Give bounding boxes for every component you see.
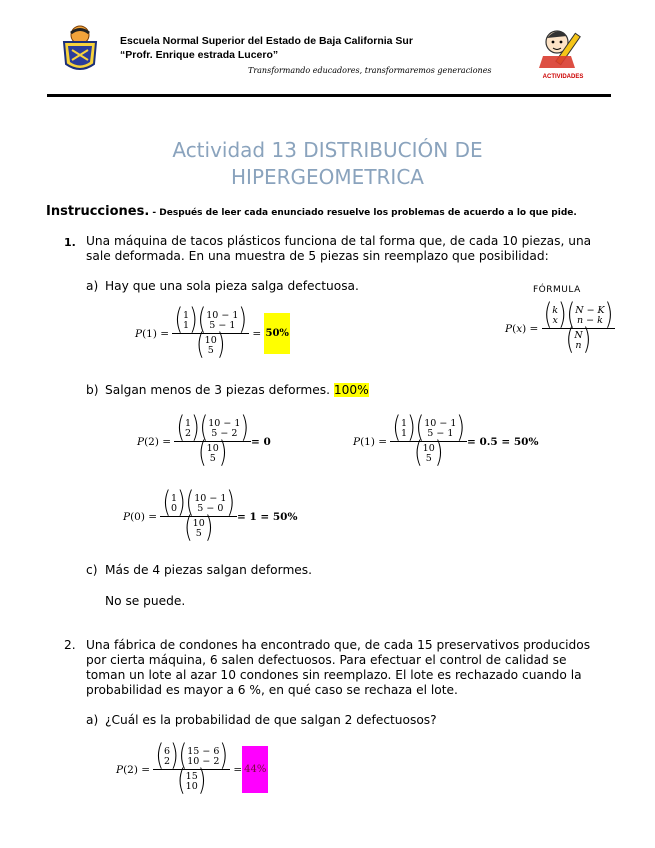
problem2-line1: Una fábrica de condones ha encontrado que, de cada 15 preservativos producidos <box>86 638 591 652</box>
problem2-line3: toman un lote al azar 10 condones sin reemplazo. El lote es rechazado cuando la <box>86 668 582 682</box>
problem1-b-eq1-result: = 0 <box>251 435 271 448</box>
problem1-c-answer: No se puede. <box>105 594 186 608</box>
problem1-b-text: Salgan menos de 3 piezas deformes. <box>105 383 330 397</box>
problem1-b-equation-p1: P (1) = ( 1 1 ) ( 10 − 1 5 − 1 ) ( 10 5 ) = 0.5 = 50% <box>353 411 539 471</box>
problem1-b-label: b) <box>86 383 99 397</box>
problem1-b-eq3-result: = 1 = 50% <box>237 510 298 523</box>
problem1-text-line2: sale deformada. En una muestra de 5 piezas sin reemplazo que posibilidad: <box>86 249 549 263</box>
problem1-b-equation-p0: P (0) = ( 1 0 ) ( 10 − 1 5 − 0 ) ( 10 5 ) = 1 = 50% <box>123 486 298 546</box>
problem1-b-line <box>105 383 369 398</box>
instructions-label: Instrucciones. <box>46 204 150 219</box>
problem2-a-equation: P (2) = ( 6 2 ) ( 15 − 6 10 − 2 ) ( 15 10 ) = 44% <box>116 739 267 799</box>
school-logo <box>58 24 102 74</box>
header-divider <box>47 94 611 97</box>
problem2-a-text: ¿Cuál es la probabilidad de que salgan 2 defectuosos? <box>105 713 437 727</box>
problem1-a-text: Hay que una sola pieza salga defectuosa. <box>105 279 359 293</box>
activities-logo-text: ACTIVIDADES <box>542 74 584 80</box>
instructions <box>46 200 577 219</box>
activity-title-line1: Actividad 13 DISTRIBUCIÓN DE <box>172 138 483 162</box>
school-name-line1: Escuela Normal Superior del Estado de Baja California Sur <box>120 35 413 47</box>
problem1-a-result: 50% <box>264 313 289 354</box>
problem1-text-line1: Una máquina de tacos plásticos funciona de tal forma que, de cada 10 piezas, una <box>86 234 592 248</box>
instructions-text: - Después de leer cada enunciado resuelve los problemas de acuerdo a lo que pide. <box>149 208 577 218</box>
problem2-a-label: a) <box>86 713 99 727</box>
problem2-line4: probabilidad es mayor a 6 %, en qué caso se rechaza el lote. <box>86 683 458 697</box>
problem1-a-equation: P (1) = ( 1 1 ) ( 10 − 1 5 − 1 ) ( 10 5 ) = 50% <box>135 303 289 363</box>
problem1-b-eq2-result: = 0.5 = 50% <box>467 435 539 448</box>
problem2-number: 2. <box>64 638 76 652</box>
problem1-c-text: Más de 4 piezas salgan deformes. <box>105 563 313 577</box>
activity-title-line2: HIPERGEOMETRICA <box>231 165 424 189</box>
formula-label: FÓRMULA <box>533 285 581 295</box>
problem1-a-label: a) <box>86 279 99 293</box>
formula-general: P ( x ) = ( k x ) ( N − K n − k ) ( N n ) <box>505 298 614 358</box>
school-name-line2: “Profr. Enrique estrada Lucero” <box>120 49 279 61</box>
activities-logo <box>535 26 591 80</box>
problem1-b-highlight: 100% <box>333 383 369 397</box>
problem2-line2: por cierta máquina, 6 salen defectuosos. Para efectuar el control de calidad se <box>86 653 567 667</box>
school-motto: Transformando educadores, transformaremos generaciones <box>248 66 492 75</box>
problem1-number: 1. <box>64 236 76 249</box>
problem1-b-equation-p2: P (2) = ( 1 2 ) ( 10 − 1 5 − 2 ) ( 10 5 ) = 0 <box>137 411 271 471</box>
problem2-a-result: 44% <box>242 746 268 793</box>
problem1-c-label: c) <box>86 563 98 577</box>
